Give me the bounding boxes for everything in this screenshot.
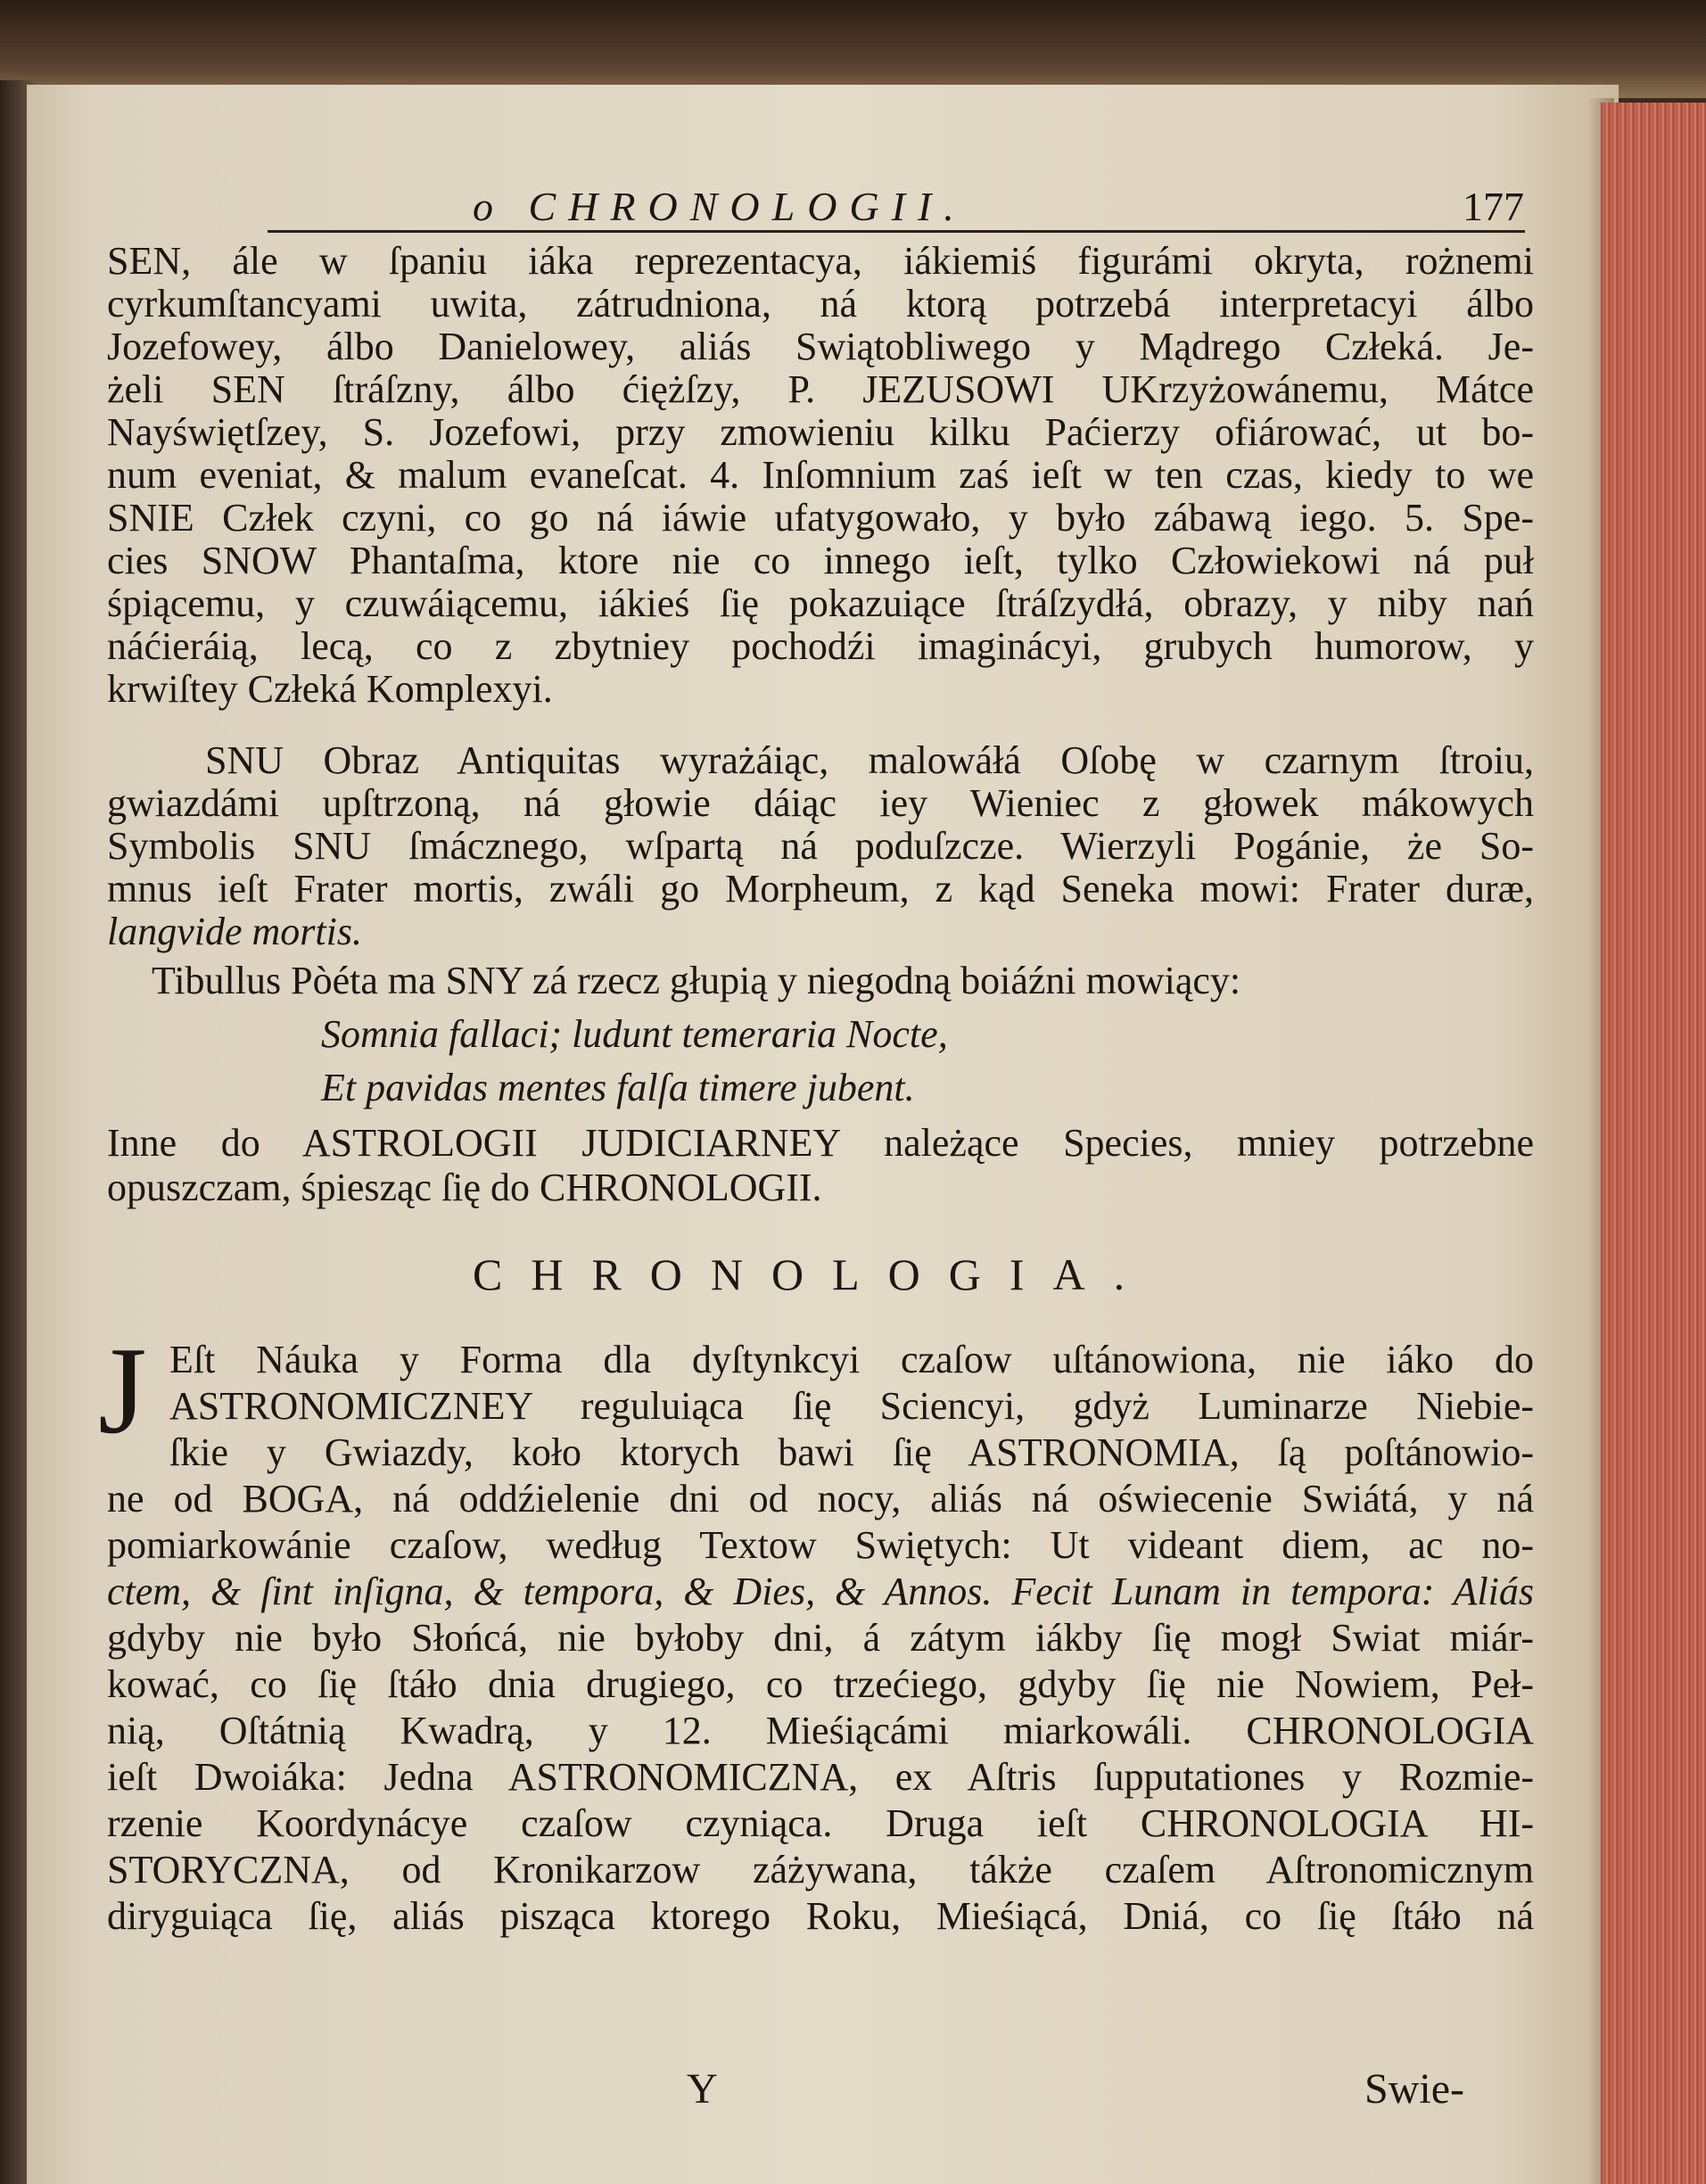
text-line: SNU Obraz Antiquitas wyrażáiąc, malowáłá Oſobę w czarnym ſtroiu, — [205, 738, 1534, 782]
text-line: Symbolis SNU ſmácznego, wſpartą ná poduſzcze. Wierzyli Pogánie, że So- — [107, 824, 1534, 868]
text-line: nią, Oſtátnią Kwadrą, y 12. Mieśiącámi miarkowáli. CHRONOLOGIA — [107, 1709, 1534, 1752]
text-line: diryguiąca ſię, aliás pisząca ktorego Roku, Mieśiącá, Dniá, co ſię ſtáło ná — [107, 1894, 1534, 1938]
verse-line: Et pavidas mentes falſa timere jubent. — [321, 1066, 915, 1109]
text-line: śpiącemu, y czuwáiącemu, iákieś ſię pokazuiące ſtráſzydłá, obrazy, y niby nań — [107, 581, 1534, 625]
text-line: ſkie y Gwiazdy, koło ktorych bawi ſię ASTRONOMIA, ſą poſtánowio- — [169, 1430, 1534, 1474]
text-line: ctem, & ſint inſigna, & tempora, & Dies, & Annos. Fecit Lunam in tempora: Aliás — [107, 1570, 1534, 1613]
text-line: kować, co ſię ſtáło dnia drugiego, co trzećiego, gdyby ſię nie Nowiem, Peł- — [107, 1662, 1534, 1706]
text-line: Nayświętſzey, S. Jozefowi, przy zmowieniu kilku Paćierzy ofiárować, ut bo- — [107, 410, 1534, 454]
red-page-edges — [1601, 103, 1706, 2184]
text-line: gdyby nie było Słońcá, nie byłoby dni, á zátym iákby ſię mogł Swiat miár- — [107, 1616, 1534, 1660]
text-line: náćieráią, lecą, co z zbytniey pochodźi imaginácyi, grubych humorow, y — [107, 624, 1534, 668]
drop-cap: J — [98, 1322, 147, 1460]
verse-line: Somnia fallaci; ludunt temeraria Nocte, — [321, 1012, 948, 1056]
running-head: o CHRONOLOGII. — [473, 184, 967, 229]
text-line: Eſt Náuka y Forma dla dyſtynkcyi czaſow uſtánowiona, nie iáko do — [169, 1338, 1534, 1381]
text-line: żeli SEN ſtráſzny, álbo ćiężſzy, P. JEZUSOWI UKrzyżowánemu, Mátce — [107, 367, 1534, 411]
text-line: SNIE Człek czyni, co go ná iáwie ufatygowało, y było zábawą iego. 5. Spe- — [107, 496, 1534, 540]
text-line: SEN, ále w ſpaniu iáka reprezentacya, iákiemiś figurámi okryta, rożnemi — [107, 239, 1534, 283]
page-number: 177 — [1463, 184, 1524, 229]
header-rule — [268, 230, 1525, 233]
signature-mark: Y — [687, 2065, 718, 2113]
text-line: cies SNOW Phantaſma, ktore nie co innego ieſt, tylko Człowiekowi ná puł — [107, 539, 1534, 582]
catchword: Swie- — [1364, 2065, 1464, 2113]
text-line: ieſt Dwoiáka: Jedna ASTRONOMICZNA, ex Aſtris ſupputationes y Rozmie- — [107, 1755, 1534, 1799]
text-line: ASTRONOMICZNEY reguluiąca ſię Sciencyi, gdyż Luminarze Niebie- — [169, 1384, 1534, 1428]
text-line: cyrkumſtancyami uwita, zátrudniona, ná ktorą potrzebá interpretacyi álbo — [107, 282, 1534, 326]
text-line: Inne do ASTROLOGII JUDICIARNEY należące Species, mniey potrzebne — [107, 1121, 1534, 1165]
text-line: krwiſtey Człeká Komplexyi. — [107, 667, 553, 711]
text-line: langvide mortis. — [107, 910, 362, 953]
text-line: STORYCZNA, od Kronikarzow záżywana, tákże czaſem Aſtronomicznym — [107, 1848, 1534, 1891]
text-line: num eveniat, & malum evaneſcat. 4. Inſomnium zaś ieſt w ten czas, kiedy to we — [107, 453, 1534, 497]
book-top-edge — [0, 0, 1706, 98]
text-line: mnus ieſt Frater mortis, zwáli go Morpheum, z kąd Seneka mowi: Frater duræ, — [107, 867, 1534, 911]
text-line: rzenie Koordynácye czaſow czyniąca. Druga ieſt CHRONOLOGIA HI- — [107, 1801, 1534, 1845]
section-title: CHRONOLOGIA. — [473, 1249, 1154, 1299]
text-line: gwiazdámi upſtrzoną, ná głowie dáiąc iey Wieniec z głowek mákowych — [107, 781, 1534, 825]
text-line: Tibullus Pòéta ma SNY zá rzecz głupią y niegodną boiáźni mowiący: — [152, 959, 1241, 1002]
text-line: Jozefowey, álbo Danielowey, aliás Swiątobliwego y Mądrego Człeká. Je- — [107, 325, 1534, 368]
text-line: opuszczam, śpiesząc ſię do CHRONOLOGII. — [107, 1166, 822, 1209]
text-line: ne od BOGA, ná oddźielenie dni od nocy, aliás ná oświecenie Swiátá, y ná — [107, 1477, 1534, 1521]
text-line: pomiarkowánie czaſow, według Textow Swiętych: Ut videant diem, ac no- — [107, 1523, 1534, 1567]
